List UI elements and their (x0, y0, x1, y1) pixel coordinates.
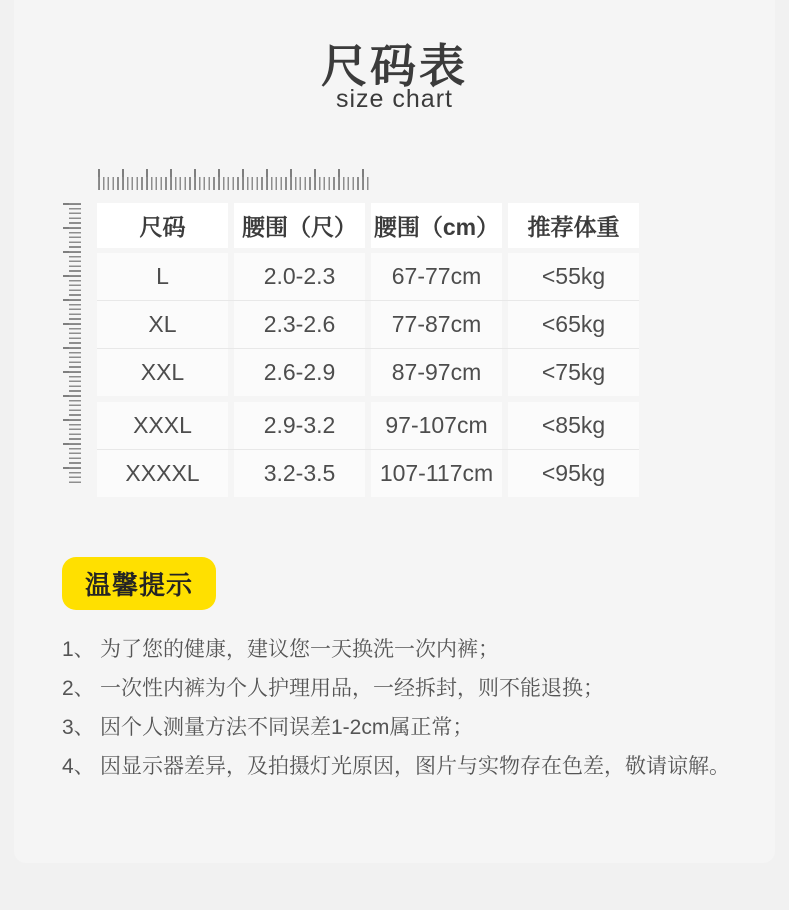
table-cell: 2.3-2.6 (234, 301, 365, 348)
horizontal-ruler-graphic (98, 169, 370, 190)
tips-badge: 温馨提示 (62, 557, 216, 610)
header-cell-waist-cm: 腰围（cm） (371, 203, 502, 248)
tip-item (62, 747, 758, 786)
table-row (97, 348, 639, 396)
table-cell: <65kg (508, 301, 639, 348)
table-cell: XXL (97, 349, 228, 396)
table-cell: 107-117cm (371, 450, 502, 497)
tip-number: 2、 (62, 677, 95, 700)
table-cell: <75kg (508, 349, 639, 396)
tip-number: 1、 (62, 638, 95, 661)
tips-list (62, 630, 758, 786)
table-row (97, 300, 639, 348)
tip-text: 一次性内裤为个人护理用品，一经拆封，则不能退换； (100, 677, 604, 700)
table-row (97, 449, 639, 497)
header-cell-weight: 推荐体重 (508, 203, 639, 248)
tip-item (62, 669, 758, 708)
table-cell: XXXXL (97, 450, 228, 497)
table-cell: L (97, 253, 228, 300)
table-cell: 2.6-2.9 (234, 349, 365, 396)
header-cell-size: 尺码 (97, 203, 228, 248)
table-cell: 97-107cm (371, 402, 502, 449)
table-cell: 87-97cm (371, 349, 502, 396)
tip-text: 因显示器差异，及拍摄灯光原因，图片与实物存在色差，敬请谅解。 (100, 755, 730, 778)
table-row (97, 402, 639, 449)
tip-text: 因个人测量方法不同误差1-2cm属正常； (100, 716, 474, 739)
tip-item (62, 630, 758, 669)
table-cell: <95kg (508, 450, 639, 497)
table-cell: XXXL (97, 402, 228, 449)
size-table-header-row (97, 203, 639, 248)
page-title: 尺码表 (321, 40, 468, 92)
size-table (97, 203, 639, 497)
tip-text: 为了您的健康，建议您一天换洗一次内裤； (100, 638, 499, 661)
tip-number: 3、 (62, 716, 95, 739)
tip-item (62, 708, 758, 747)
size-table-body (97, 253, 639, 497)
header-cell-waist-chi: 腰围（尺） (234, 203, 365, 248)
table-cell: 77-87cm (371, 301, 502, 348)
page-subtitle: size chart (336, 85, 453, 113)
table-cell: 3.2-3.5 (234, 450, 365, 497)
table-cell: <55kg (508, 253, 639, 300)
table-cell: 67-77cm (371, 253, 502, 300)
table-cell: 2.0-2.3 (234, 253, 365, 300)
table-row (97, 253, 639, 300)
table-cell: XL (97, 301, 228, 348)
table-cell: 2.9-3.2 (234, 402, 365, 449)
table-cell: <85kg (508, 402, 639, 449)
tip-number: 4、 (62, 755, 95, 778)
vertical-ruler-graphic (63, 203, 81, 484)
